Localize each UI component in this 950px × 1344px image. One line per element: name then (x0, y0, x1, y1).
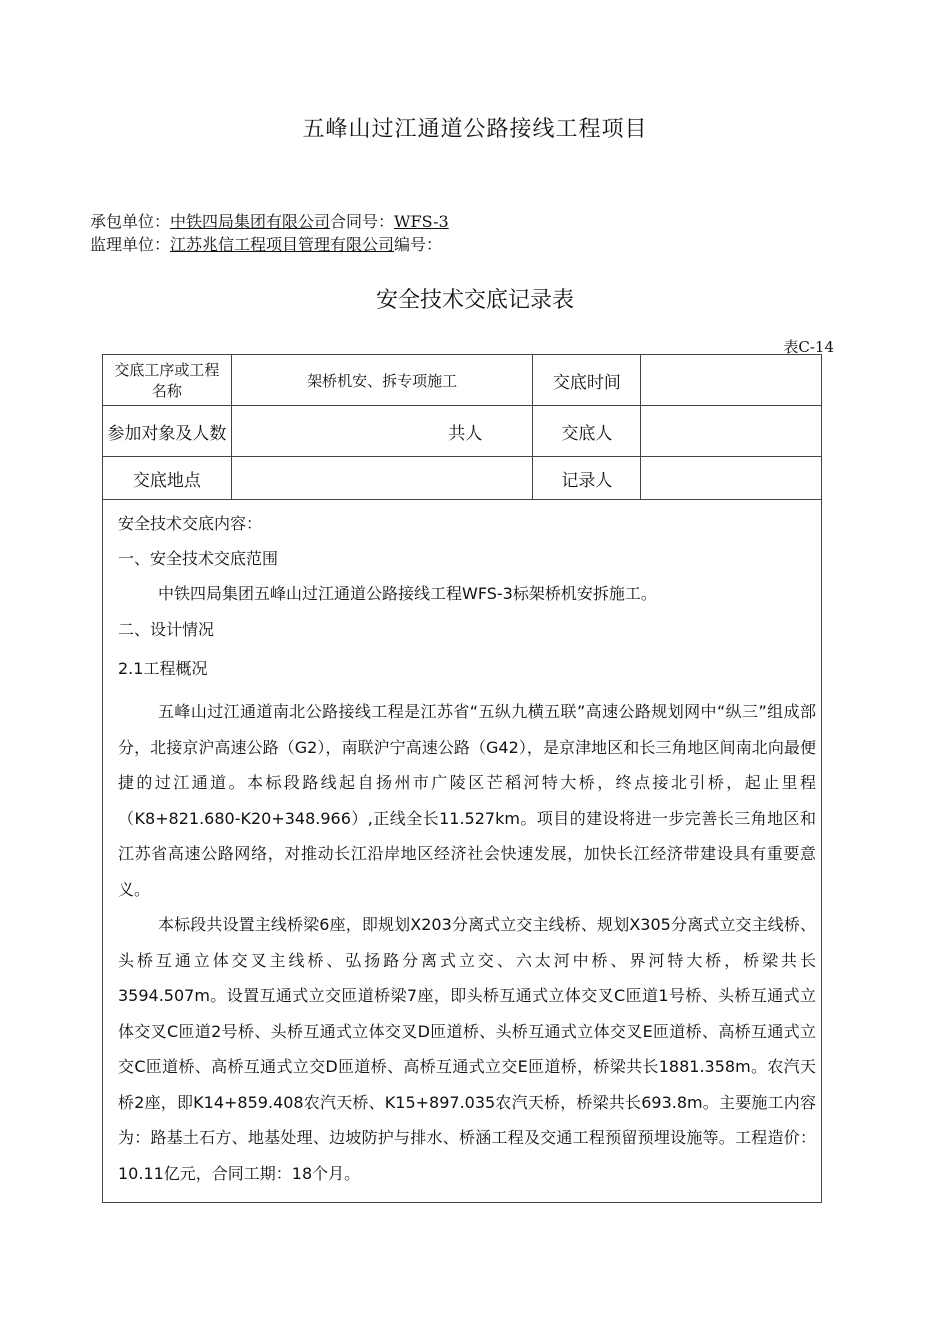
paragraph-overview: 五峰山过江通道南北公路接线工程是江苏省“五纵九横五联”高速公路规划网中“纵三”组成部分，北接京沪高速公路（G2），南联沪宁高速公路（G42），是京津地区和长三角地区间南北向最便捷的过江通道。本标段路线起自扬州市广陵区芒稻河特大桥，终点接北引桥，起止里程（K8+821.680-K20+348.966）,正线全长11.527km。项目的建设将进一步完善长三角地区和江苏省高速公路网络，对推动长江沿岸地区经济社会快速发展，加快长江经济带建设具有重要意义。 (118, 702, 816, 899)
supervisor-label: 监理单位： (90, 235, 171, 254)
form-code: 表C-14 (783, 338, 834, 356)
section2-title: 二、设计情况 (118, 620, 215, 639)
presenter-label: 交底人 (533, 406, 641, 457)
contract-no-label: 合同号： (330, 212, 395, 231)
serial-no-label: 编号： (394, 235, 443, 254)
section21-title: 2.1工程概况 (118, 659, 208, 678)
participants-label: 参加对象及人数 (103, 406, 232, 457)
contractor-label: 承包单位： (90, 212, 171, 231)
recorder-label: 记录人 (533, 457, 641, 500)
header-table (102, 354, 822, 500)
content-box (102, 499, 822, 1203)
participants-value: 共人 (231, 406, 533, 457)
supervisor-value: 江苏兆信工程项目管理有限公司 (170, 235, 395, 254)
recorder-value (641, 457, 822, 500)
contractor-value: 中铁四局集团有限公司 (170, 212, 331, 231)
table-row (103, 457, 822, 500)
time-value (641, 355, 822, 406)
presenter-value (641, 406, 822, 457)
contractor-line (90, 211, 449, 233)
location-value (231, 457, 533, 500)
project-title: 五峰山过江通道公路接线工程项目 (302, 117, 648, 142)
form-title: 安全技术交底记录表 (375, 288, 574, 313)
section1-title: 一、安全技术交底范围 (118, 549, 279, 568)
supervisor-line (90, 234, 442, 256)
table-row (103, 355, 822, 406)
content-heading: 安全技术交底内容： (118, 514, 263, 533)
paragraph-bridges: 本标段共设置主线桥梁6座，即规划X203分离式立交主线桥、规划X305分离式立交主线桥、头桥互通立体交叉主线桥、弘扬路分离式立交、六太河中桥、界河特大桥，桥梁共长3594.507m。设置互通式立交匝道桥梁7座，即头桥互通式立体交叉C匝道1号桥、头桥互通式立体交叉C匝道2号桥、头桥互通式立体交叉D匝道桥、头桥互通式立体交叉E匝道桥、高桥互通式立交C匝道桥、高桥互通式立交D匝道桥、高桥互通式立交E匝道桥，桥梁共长1881.358m。农汽天桥2座，即K14+859.408农汽天桥、K15+897.035农汽天桥，桥梁共长693.8m。主要施工内容为：路基土石方、地基处理、边坡防护与排水、桥涵工程及交通工程预留预埋设施等。工程造价：10.11亿元，合同工期：18个月。 (118, 915, 816, 1183)
time-label: 交底时间 (533, 355, 641, 406)
process-label: 交底工序或工程名称 (103, 355, 232, 406)
location-label: 交底地点 (103, 457, 232, 500)
table-row (103, 406, 822, 457)
contract-no-value: WFS-3 (394, 212, 449, 231)
process-value: 架桥机安、拆专项施工 (231, 355, 533, 406)
section1-text: 中铁四局集团五峰山过江通道公路接线工程WFS-3标架桥机安拆施工。 (158, 584, 657, 603)
